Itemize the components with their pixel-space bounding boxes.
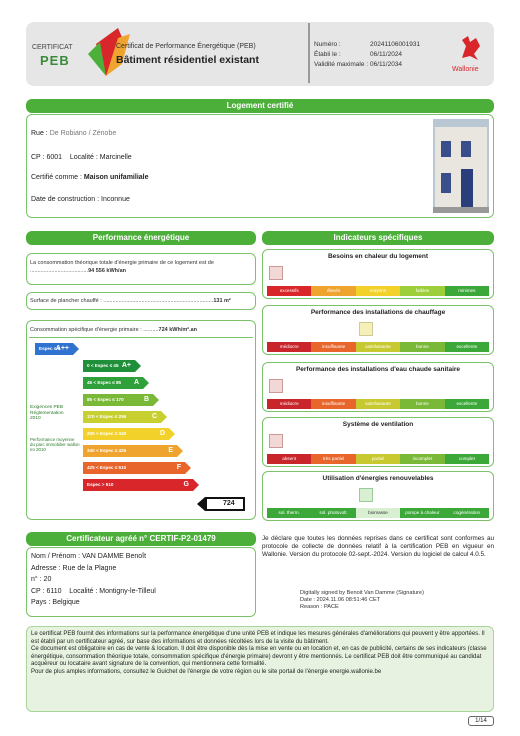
indicator-level: médiocre [267,399,311,409]
indicator-scale [267,508,489,518]
logo-line1: CERTIFICAT [32,44,73,51]
indicator-ventilation [262,417,494,467]
indicator-title: Système de ventilation [342,421,414,428]
energy-class-aplus: 0 < Espec ≤ 45 A+ [83,360,135,372]
spec-value: 724 kWh/m².an [158,327,198,333]
indicator-scale [267,454,489,464]
indicator-house-icon [269,379,283,393]
indicator-level: élevés [311,286,355,296]
indicator-scale [267,342,489,352]
wallonie-rooster-icon [456,32,484,62]
header [26,22,494,86]
indicator-level: excellente [445,399,489,409]
indicator-level: insuffisante [311,342,355,352]
indicator-level: minimes [445,286,489,296]
certificateur-nom: Nom / Prénom : VAN DAMME Benoît [31,553,147,560]
energy-divider [29,337,253,338]
indicator-level: faibles [400,286,444,296]
meta-labels: Numéro : Établi le : Validité maximale : [314,41,369,68]
certificateur-adresse: Adresse : Rue de la Plagne [31,564,117,572]
surface-text: Surface de plancher chauffé : ........................................................................131 m² [30,298,231,304]
energy-class-b: 85 < Espec ≤ 170 B [83,394,153,406]
indicator-level: partiel [356,454,400,464]
logo-line2: PEB [40,53,70,68]
indicator-level: excellente [445,342,489,352]
indicator-besoins [262,249,494,299]
indicator-level: insuffisante [311,399,355,409]
energy-class-d: 255 < Espec ≤ 340 D [83,428,169,440]
performance-bar: Performance énergétique [26,231,256,245]
declaration: Je déclare que toutes les données reprises dans ce certificat sont conformes au protocole de collecte de données relatif à la certification PEB en vigueur en Wallonie. Version du protocole 02-sept.-2024. Version du logiciel de calcul 4.0.5. [262,535,494,558]
indicateurs-bar: Indicateurs spécifiques [262,231,494,245]
issue-date: 06/11/2024 [370,51,403,58]
house-photo [433,119,489,213]
indicator-level: absent [267,454,311,464]
certificateur-panel [26,547,256,617]
conso-panel [26,253,256,285]
indicator-level: médiocre [267,342,311,352]
rue-row: Rue : De Robiano / Zénobe [31,130,117,137]
logement-panel [26,114,494,218]
certificateur-cp: CP : 6110 Localité : Montigny-le-Tilleul [31,587,156,595]
certifie-value: Maison unifamiliale [83,174,149,181]
indicator-level: complet [445,454,489,464]
score-arrow [197,497,245,511]
date-value: Inconnue [101,196,130,203]
indicator-level: excessifs [267,286,311,296]
indicator-title: Utilisation d'énergies renouvelables [322,475,434,482]
moyenne-label: Performance moyenne du parc immobilier wallon en 2010 [30,437,80,452]
footer-text [31,631,491,677]
indicator-house-icon [269,434,283,448]
meta-values [370,40,420,70]
surface-value: 131 m² [213,298,231,304]
certificateur-num: n° : 20 [31,576,52,583]
energy-class-c: 170 < Espec ≤ 255 C [83,411,161,423]
header-divider [308,23,310,83]
indicator-title: Performance des installations d'eau chaude sanitaire [295,366,461,373]
indicator-renouvelables [262,471,494,521]
certificateur-info [31,551,156,609]
indicator-level: bonne [400,342,444,352]
cp-row: CP : 6001 Localité : Marcinelle [31,154,132,161]
certifie-row: Certifié comme : Maison unifamiliale [31,174,149,181]
indicator-house-icon [359,322,373,336]
score-value: 724 [223,500,235,507]
energy-class-e: 340 < Espec ≤ 425 E [83,445,177,457]
indicator-level: satisfaisante [356,399,400,409]
region-label: Wallonie [452,66,479,73]
indicator-level: biomasse [356,508,400,518]
energy-class-g: Espec > 510 G [83,479,193,491]
indicator-house-icon [269,266,283,280]
footer-p2: Ce document est obligatoire en cas de vente & location. Il doit être disponible dès la mise en vente ou en location et, en cas de publicité, certains de ses indicateurs (classe énergétique, consommation théorique totale, consommation spécifique d'énergie primaire) devront y être mentionnés. Le certificat PEB doit être communiqué au candidat acquéreur ou locataire avant signature de la convention, qui mentionnera cette formalité. [31,646,487,668]
validity-date: 06/11/2034 [370,61,403,68]
footer-p1: Le certificat PEB fournit des informations sur la performance énergétique d'une unité PEB et indique les mesures générales d'améliorations qui peuvent y être apportées. Il est établi par un certificateur agréé, sur base des informations et données récoltées lors de la visite du bâtiment. [31,631,485,645]
energy-class-aplusplus: Espec ≤ 0 A++ [35,343,73,355]
indicator-scale [267,399,489,409]
energy-panel [26,320,256,520]
indicator-title: Besoins en chaleur du logement [327,253,429,260]
conso-text: La consommation théorique totale d'énergie primaire de ce logement est de ......................................94 556 kWh/an [30,260,214,274]
certificate-number: 20241106001931 [370,41,421,48]
energy-class-f: 425 < Espec ≤ 510 F [83,462,185,474]
indicator-level: sol. therm. [267,508,311,518]
spec-text: Consommation spécifique d'énergie primaire : ..........724 kWh/m².an [30,327,198,333]
indicator-level: bonne [400,399,444,409]
indicator-level: sol. photovolt. [311,508,355,518]
exigences-label: Exigences PEB Réglementation 2010 [30,405,64,421]
indicator-level: cogénération [445,508,489,518]
rue-value: De Robiano / Zénobe [49,130,117,137]
indicator-level: pompe à chaleur [400,508,444,518]
footer-panel [26,626,494,712]
date-row: Date de construction : Inconnue [31,196,130,203]
header-title: Bâtiment résidentiel existant [116,54,259,66]
page-number: 1/14 [468,716,494,726]
indicator-scale [267,286,489,296]
logement-bar: Logement certifié [26,99,494,113]
conso-value: 94 556 kWh/an [88,268,126,274]
peb-logo-icon [78,24,136,80]
certificateur-bar: Certificateur agréé n° CERTIF-P2-01479 [26,532,256,546]
certificateur-pays: Pays : Belgique [31,599,80,606]
indicator-level: très partiel [311,454,355,464]
surface-panel [26,292,256,310]
localite-value: Marcinelle [99,154,132,161]
cp-value: 6001 [46,154,63,161]
indicator-level: moyens [356,286,400,296]
signature-block: Digitally signed by Benoit Van Damme (Signature) Date : 2024.11.06 08:51:46 CET Reason : PACE [300,590,424,610]
energy-class-a: 45 < Espec ≤ 85 A [83,377,143,389]
indicator-level: incomplet [400,454,444,464]
indicator-chauffage [262,305,494,355]
indicator-title: Performance des installations de chauffage [310,309,446,316]
indicator-ecs [262,362,494,412]
indicator-house-icon [359,488,373,502]
footer-p3: Pour de plus amples informations, consultez le Guichet de l'énergie de votre région ou le site portail de l'énergie energie.wallonie.be [31,668,382,675]
header-subtitle: Certificat de Performance Énergétique (PEB) [116,43,256,50]
indicator-level: satisfaisante [356,342,400,352]
